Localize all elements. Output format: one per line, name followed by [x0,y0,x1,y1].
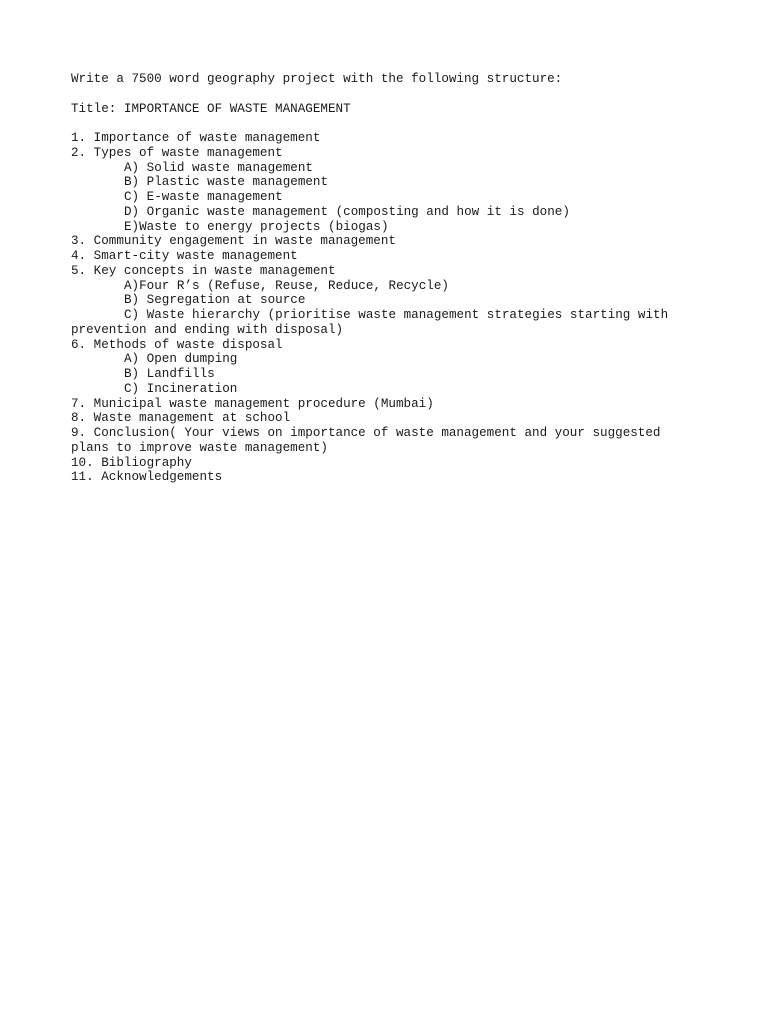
sub-list-item: C) E-waste management [124,190,283,204]
sub-list-item: A) Solid waste management [124,160,313,175]
sub-list-item: E)Waste to energy projects (biogas) [124,219,389,234]
list-item: 10. Bibliography [71,455,192,470]
list-item-continuation: plans to improve waste management) [71,440,328,455]
list-item: 8. Waste management at school [71,411,291,426]
list-item: 4. Smart-city waste management [71,249,298,263]
sub-list-item-continuation: prevention and ending with disposal) [71,322,344,337]
intro-text: Write a 7500 word geography project with the following structure: [71,72,563,86]
sub-list-item: A)Four R’s (Refuse, Reuse, Reduce, Recycle) [124,278,449,293]
sub-list-item: B) Segregation at source [124,293,306,308]
list-item: 5. Key concepts in waste management [71,263,336,278]
list-item: 3. Community engagement in waste management [71,234,396,249]
list-item: 2. Types of waste management [71,145,283,160]
sub-list-item: B) Plastic waste management [124,175,329,190]
sub-list-item: C) Waste hierarchy (prioritise waste management strategies starting with [124,308,669,322]
sub-list-item: A) Open dumping [124,352,238,367]
sub-list-item: B) Landfills [124,367,215,381]
list-item: 7. Municipal waste management procedure (Mumbai) [71,396,434,411]
blank-line [71,87,691,102]
blank-line [71,116,691,131]
title-line: Title: IMPORTANCE OF WASTE MANAGEMENT [71,101,351,116]
list-item: 1. Importance of waste management [71,131,321,145]
list-item: 9. Conclusion( Your views on importance of waste management and your suggested [71,426,661,440]
sub-list-item: C) Incineration [124,381,238,396]
document-body [71,72,691,485]
list-item: 11. Acknowledgements [71,470,223,485]
list-item: 6. Methods of waste disposal [71,337,283,352]
sub-list-item: D) Organic waste management (composting and how it is done) [124,204,570,219]
